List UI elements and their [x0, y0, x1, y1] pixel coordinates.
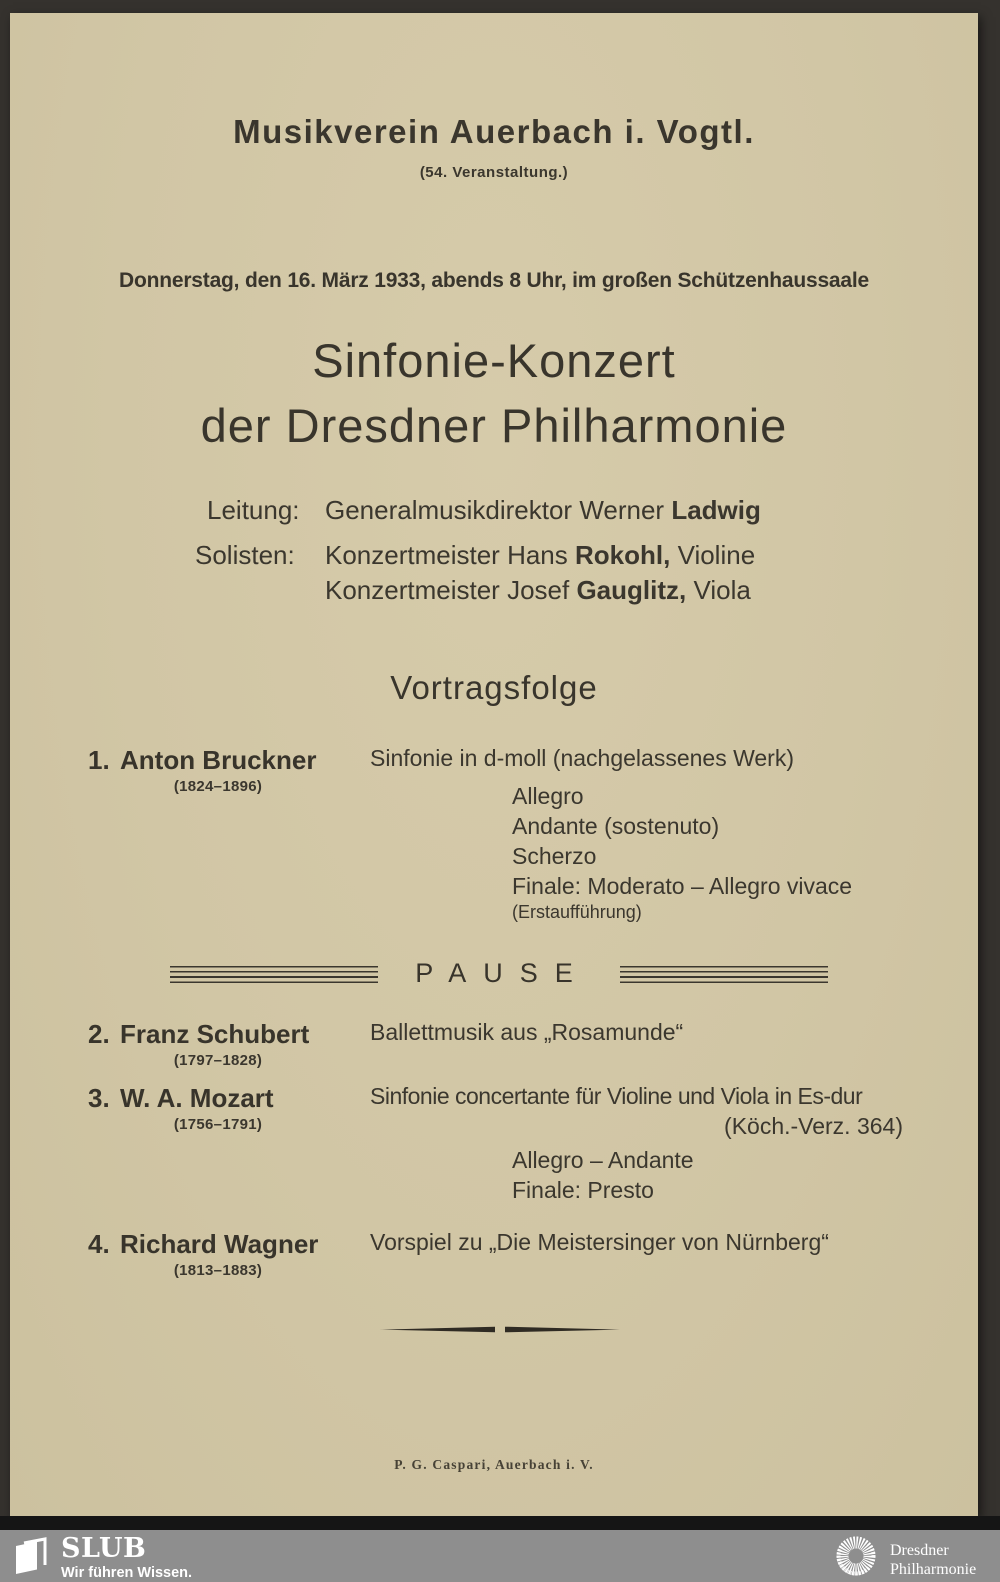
movement: Scherzo [512, 843, 597, 869]
slub-logo[interactable] [12, 1535, 192, 1581]
soloist-row [325, 540, 755, 571]
composer-dates: (1756–1791) [173, 1116, 263, 1133]
soloist-instrument: Violine [677, 540, 756, 570]
work-catalog-number: (Köch.-Verz. 364) [724, 1113, 903, 1139]
slub-book-icon [12, 1535, 50, 1576]
composer-name: Anton Bruckner [120, 745, 317, 775]
conductor-line [325, 495, 761, 526]
program-item-number: 4. [88, 1229, 110, 1259]
work-title: Sinfonie in d-moll (nachgelassenes Werk) [370, 745, 794, 771]
composer-name: Richard Wagner [120, 1229, 319, 1259]
pause-rule-right [620, 966, 828, 983]
conductor-text: Generalmusikdirektor Werner [325, 495, 665, 525]
soloist-instrument: Viola [693, 575, 751, 605]
soloists-label: Solisten: [195, 540, 295, 570]
soloist-name: Rokohl, [575, 540, 671, 570]
program-heading: Vortragsfolge [390, 669, 598, 706]
program-item-composer [88, 1229, 318, 1260]
movement: Allegro – Andante [512, 1147, 694, 1173]
concert-title-line1: Sinfonie-Konzert [312, 334, 676, 387]
composer-name: Franz Schubert [120, 1019, 310, 1049]
concert-title-line2: der Dresdner Philharmonie [200, 399, 788, 452]
premiere-note: (Erstaufführung) [512, 902, 642, 922]
conductor-name: Ladwig [671, 495, 761, 525]
movement: Finale: Presto [512, 1177, 654, 1203]
event-date-line: Donnerstag, den 16. März 1933, abends 8 Uhr, im großen Schützenhaussaale [119, 269, 869, 292]
philharmonie-name-line1: Dresdner [890, 1542, 949, 1559]
movement-list [512, 781, 852, 901]
composer-name: W. A. Mozart [120, 1083, 274, 1113]
slub-wordmark: SLUB [61, 1533, 147, 1564]
program-item-number: 1. [88, 745, 110, 775]
soloist-row [325, 575, 751, 606]
program-item-composer [88, 1083, 274, 1114]
movement-list [512, 1145, 694, 1205]
philharmonie-starburst-icon [833, 1533, 879, 1579]
program-item-number: 3. [88, 1083, 110, 1113]
program-item-composer [88, 1019, 309, 1050]
program-item-number: 2. [88, 1019, 110, 1049]
movement: Andante (sostenuto) [512, 813, 720, 839]
philharmonie-logo[interactable] [833, 1533, 976, 1579]
viewer-footer-bar [0, 1530, 1000, 1582]
composer-dates: (1824–1896) [173, 778, 263, 795]
soloist-name: Gauglitz, [576, 575, 687, 605]
composer-dates: (1813–1883) [173, 1262, 263, 1279]
work-title: Sinfonie concertante für Violine und Viola in Es-dur [370, 1083, 863, 1109]
work-title: Vorspiel zu „Die Meistersinger von Nürnberg“ [370, 1229, 829, 1255]
printer-imprint: P. G. Caspari, Auerbach i. V. [394, 1457, 594, 1472]
scanned-program-page [10, 13, 978, 1516]
work-title: Ballettmusik aus „Rosamunde“ [370, 1019, 684, 1045]
slub-text-block [61, 1535, 192, 1581]
movement: Allegro [512, 783, 584, 809]
pause-label: PAUSE [415, 958, 590, 988]
soloist-text: Konzertmeister Hans [325, 540, 568, 570]
composer-dates: (1797–1828) [173, 1052, 263, 1069]
soloist-text: Konzertmeister Josef [325, 575, 570, 605]
philharmonie-text-block [890, 1533, 976, 1579]
program-item-composer [88, 745, 316, 776]
conductor-label: Leitung: [207, 495, 300, 525]
footer-black-strip [0, 1516, 1000, 1530]
philharmonie-name-line2: Philharmonie [890, 1561, 977, 1578]
movement: Finale: Moderato – Allegro vivace [512, 873, 853, 899]
slub-tagline: Wir führen Wissen. [61, 1565, 193, 1581]
tapered-rule-divider [380, 1325, 620, 1334]
event-number-note: (54. Veranstaltung.) [419, 164, 569, 181]
society-title: Musikverein Auerbach i. Vogtl. [233, 113, 755, 150]
